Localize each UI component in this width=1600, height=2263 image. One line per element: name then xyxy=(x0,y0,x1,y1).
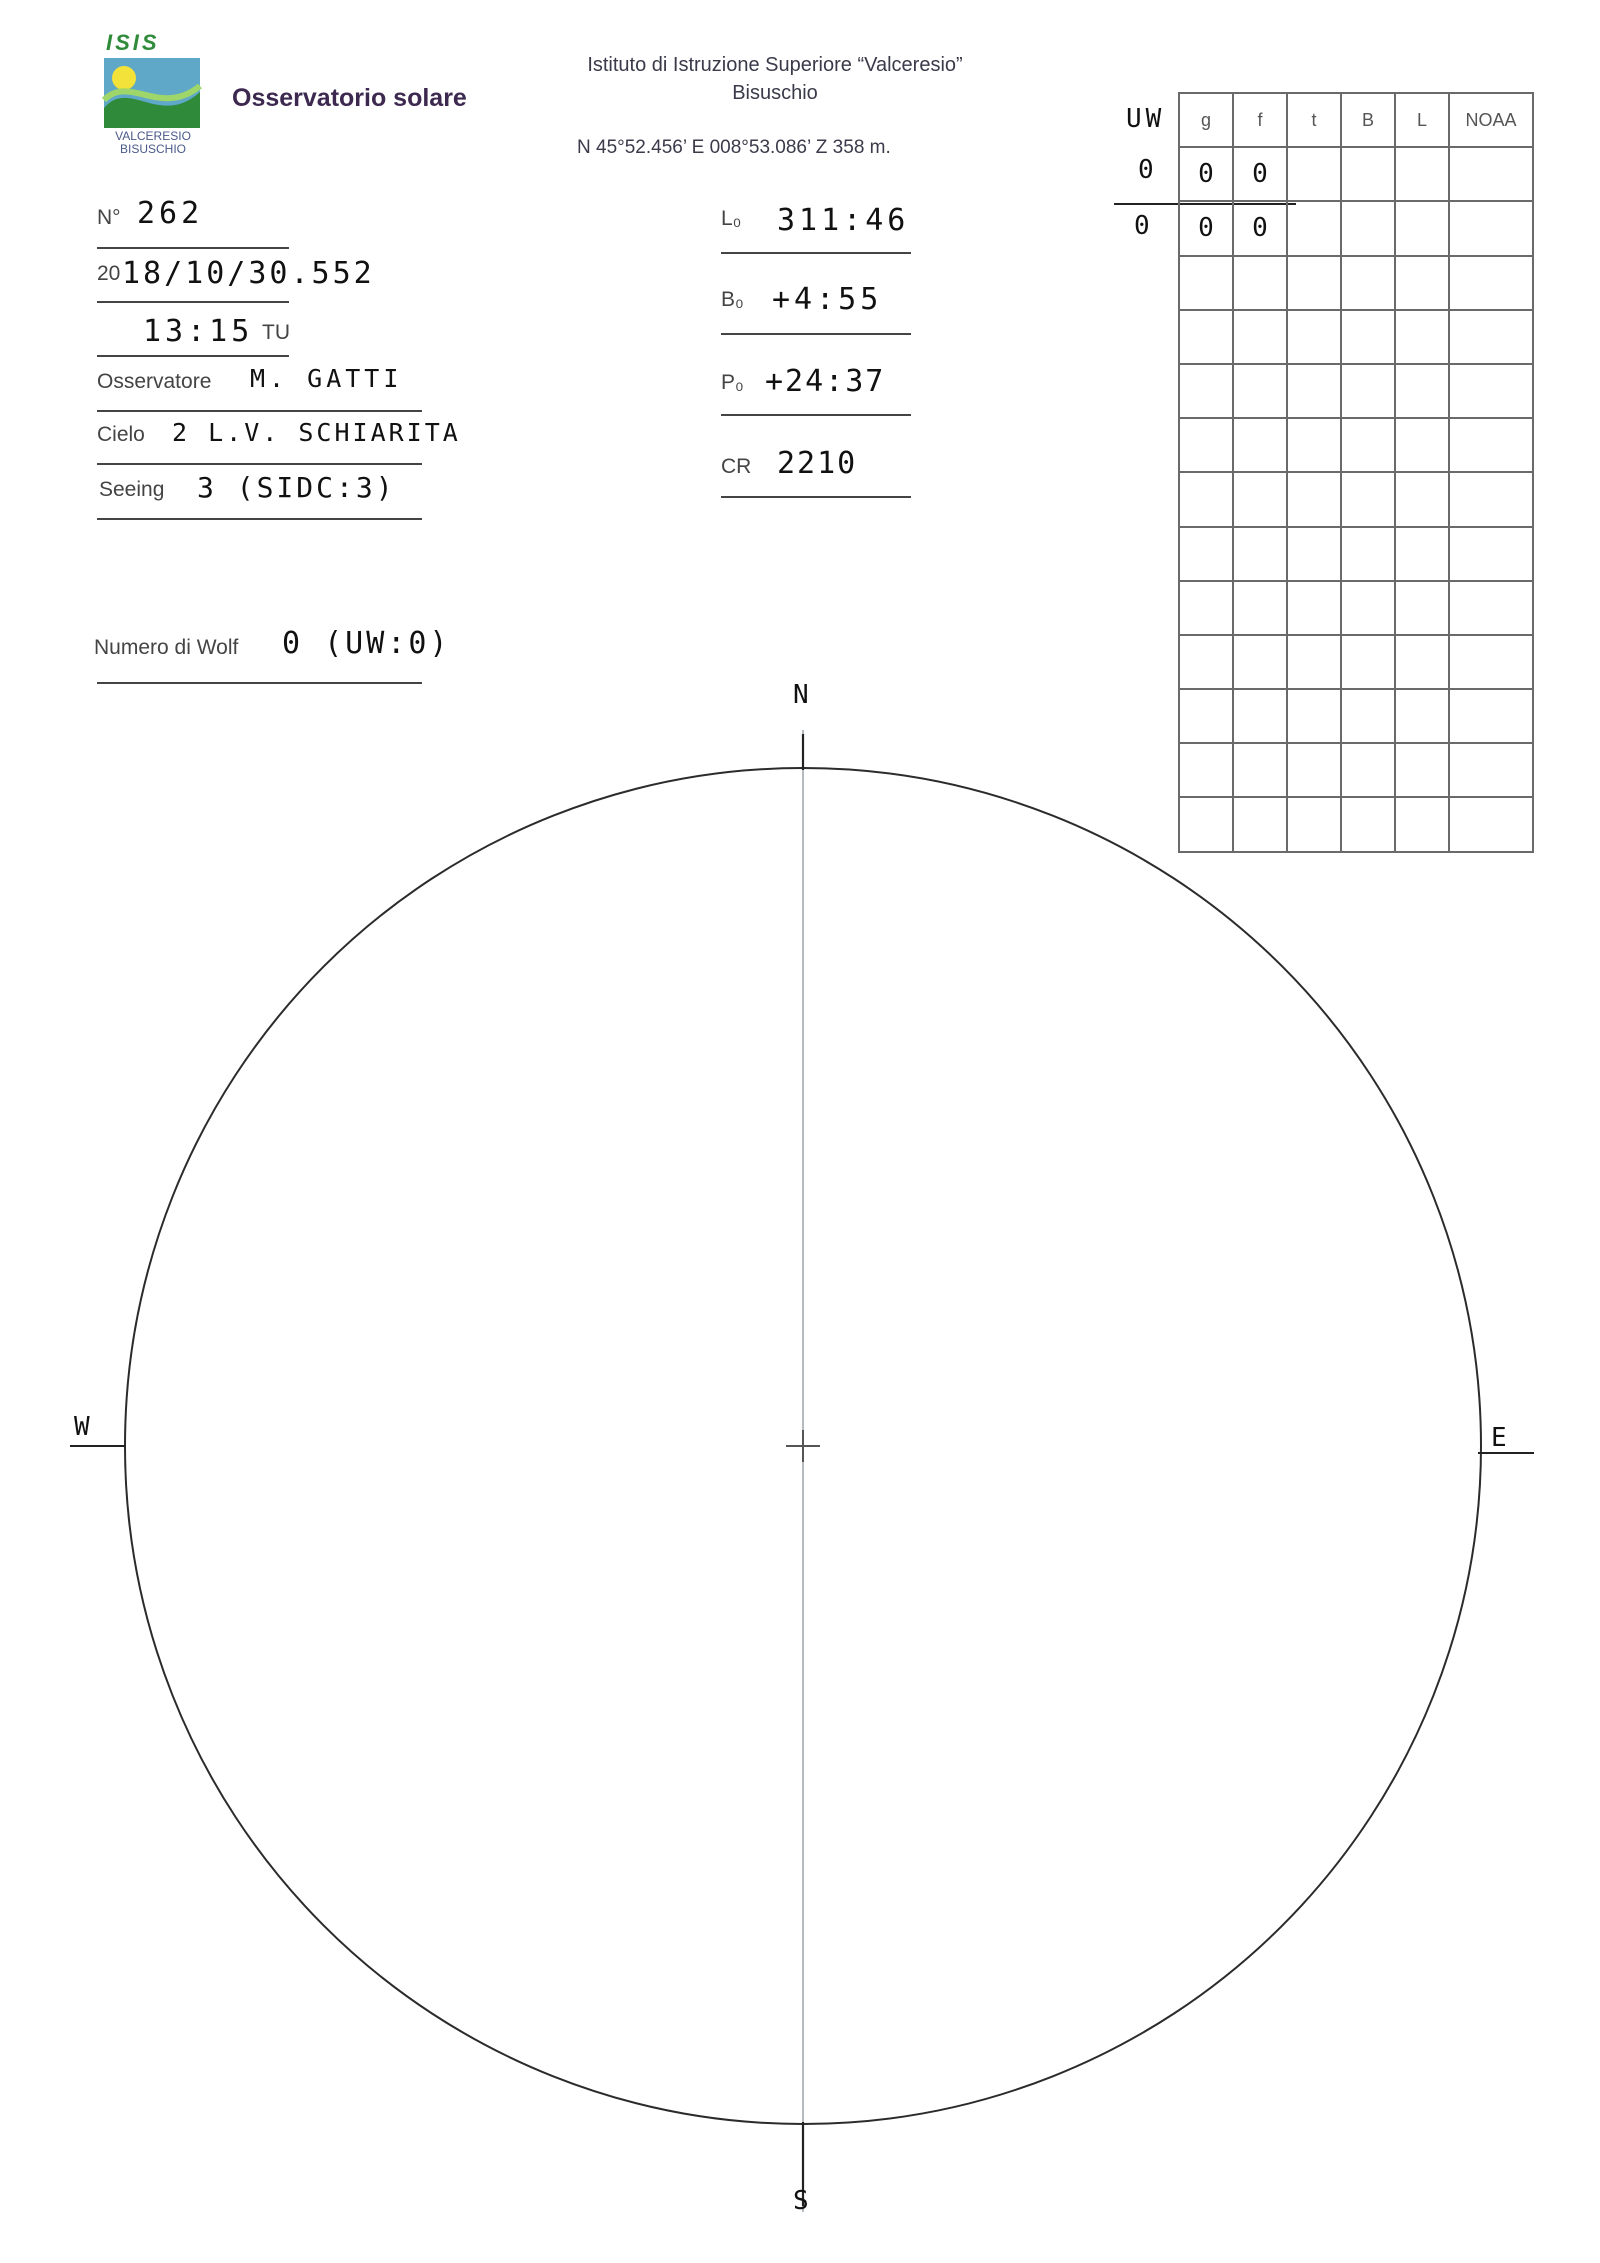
cell-f: 0 xyxy=(1233,147,1287,201)
uw-value-row-2: 0 xyxy=(1134,211,1150,241)
uw-label: UW xyxy=(1126,104,1166,134)
observatory-title: Osservatorio solare xyxy=(232,84,467,112)
logo-text: ISIS xyxy=(106,30,160,55)
wolf-number-label: Numero di Wolf xyxy=(94,636,239,659)
east-label: E xyxy=(1491,1423,1507,1453)
sky-label: Cielo xyxy=(97,423,145,446)
cell-f: 0 xyxy=(1233,201,1287,255)
institute-name: Istituto di Istruzione Superiore “Valceresio” xyxy=(587,54,963,76)
number-label: N° xyxy=(97,206,121,229)
header-g: g xyxy=(1179,93,1233,147)
site-coordinates: N 45°52.456’ E 008°53.086’ Z 358 m. xyxy=(577,137,891,158)
l0-value: 311:46 xyxy=(777,203,910,238)
observation-date: 18/10/30.552 xyxy=(122,256,375,291)
report-number: 262 xyxy=(137,196,204,231)
cell-g: 0 xyxy=(1179,201,1233,255)
b0-value: +4:55 xyxy=(772,282,883,317)
header-t: t xyxy=(1287,93,1341,147)
observer-name: M. GATTI xyxy=(250,364,403,393)
b0-label: B₀ xyxy=(721,288,744,311)
south-label: S xyxy=(793,2186,809,2216)
date-prefix: 20 xyxy=(97,262,121,285)
seeing-label: Seeing xyxy=(99,478,165,501)
carrington-label: CR xyxy=(721,455,752,478)
observer-label: Osservatore xyxy=(97,370,212,393)
carrington-rotation: 2210 xyxy=(777,446,858,481)
sky-condition: 2 L.V. SCHIARITA xyxy=(172,418,461,447)
logo-caption-line-1: VALCERESIO xyxy=(115,129,191,143)
cell-g: 0 xyxy=(1179,147,1233,201)
time-zone-label: TU xyxy=(262,321,290,344)
institute-town: Bisuschio xyxy=(732,82,818,104)
north-label: N xyxy=(793,680,809,710)
logo-caption-line-2: BISUSCHIO xyxy=(119,142,186,156)
west-label: W xyxy=(74,1412,90,1442)
observation-time: 13:15 xyxy=(143,314,254,349)
header-NOAA: NOAA xyxy=(1449,93,1533,147)
p0-label: P₀ xyxy=(721,371,744,394)
header-B: B xyxy=(1341,93,1395,147)
header-L: L xyxy=(1395,93,1449,147)
header-f: f xyxy=(1233,93,1287,147)
wolf-number-value: 0 (UW:0) xyxy=(282,626,451,661)
seeing-value: 3 (SIDC:3) xyxy=(197,471,396,504)
l0-label: L₀ xyxy=(721,207,742,230)
p0-value: +24:37 xyxy=(765,364,886,399)
uw-value-row-1: 0 xyxy=(1138,155,1154,185)
